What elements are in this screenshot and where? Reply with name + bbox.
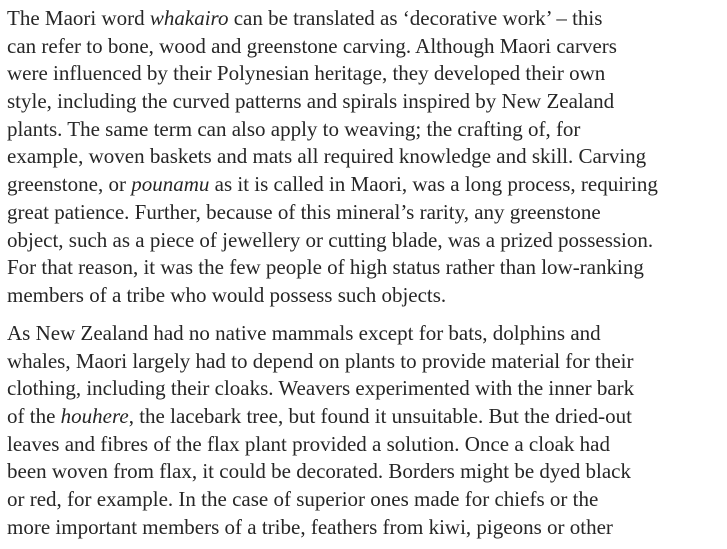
text-line <box>7 375 634 403</box>
text-run: The Maori word <box>7 6 150 30</box>
paragraph-whakairo <box>7 5 658 310</box>
italic-term-pounamu: pounamu <box>131 172 210 197</box>
text-line <box>7 514 634 542</box>
italic-term-houhere: houhere <box>60 404 129 429</box>
text-line <box>7 199 658 227</box>
text-run: leaves and fibres of the flax plant provided a solution. Once a cloak had <box>7 431 610 456</box>
text-line <box>7 254 658 282</box>
text-line <box>7 88 658 116</box>
text-run: greenstone, or <box>7 172 132 197</box>
text-run: been woven from flax, it could be decorated. Borders might be dyed black <box>7 459 631 484</box>
text-line <box>7 116 658 144</box>
text-line <box>7 5 658 33</box>
text-line <box>7 458 634 486</box>
paragraph-flax-cloaks <box>7 320 634 542</box>
text-line <box>7 320 634 348</box>
text-line <box>7 171 658 199</box>
italic-term-whakairo: whakairo <box>149 6 229 30</box>
text-line <box>7 282 658 310</box>
text-run: or red, for example. In the case of superior ones made for chiefs or the <box>7 487 599 512</box>
text-run: style, including the curved patterns and spirals inspired by New Zealand <box>7 89 615 114</box>
text-line <box>7 431 634 459</box>
text-run: more important members of a tribe, feathers from kiwi, pigeons or other <box>7 514 613 539</box>
text-run: For that reason, it was the few people of high status rather than low-ranking <box>7 255 644 280</box>
text-run: , the lacebark tree, but found it unsuitable. But the dried-out <box>128 404 632 429</box>
text-run: whales, Maori largely had to depend on plants to provide material for their <box>7 348 634 373</box>
text-run: clothing, including their cloaks. Weavers experimented with the inner bark <box>7 376 635 401</box>
text-run: plants. The same term can also apply to weaving; the crafting of, for <box>7 116 581 141</box>
text-run: great patience. Further, because of this mineral’s rarity, any greenstone <box>7 199 601 224</box>
text-line <box>7 60 658 88</box>
text-line <box>7 348 634 376</box>
text-run: object, such as a piece of jewellery or cutting blade, was a prized possession. <box>7 227 654 252</box>
text-run: of the <box>7 404 61 429</box>
text-run: as it is called in Maori, was a long process, requiring <box>209 172 658 197</box>
text-line <box>7 33 658 61</box>
text-line <box>7 486 634 514</box>
text-run: can refer to bone, wood and greenstone carving. Although Maori carvers <box>7 33 617 58</box>
text-run: can be translated as ‘decorative work’ – this <box>228 6 603 30</box>
text-run: were influenced by their Polynesian heritage, they developed their own <box>7 61 606 86</box>
text-line <box>7 403 634 431</box>
text-line <box>7 143 658 171</box>
text-line <box>7 227 658 255</box>
text-run: example, woven baskets and mats all required knowledge and skill. Carving <box>7 144 647 169</box>
text-run: As New Zealand had no native mammals except for bats, dolphins and <box>7 321 601 345</box>
text-run: members of a tribe who would possess such objects. <box>7 282 447 307</box>
